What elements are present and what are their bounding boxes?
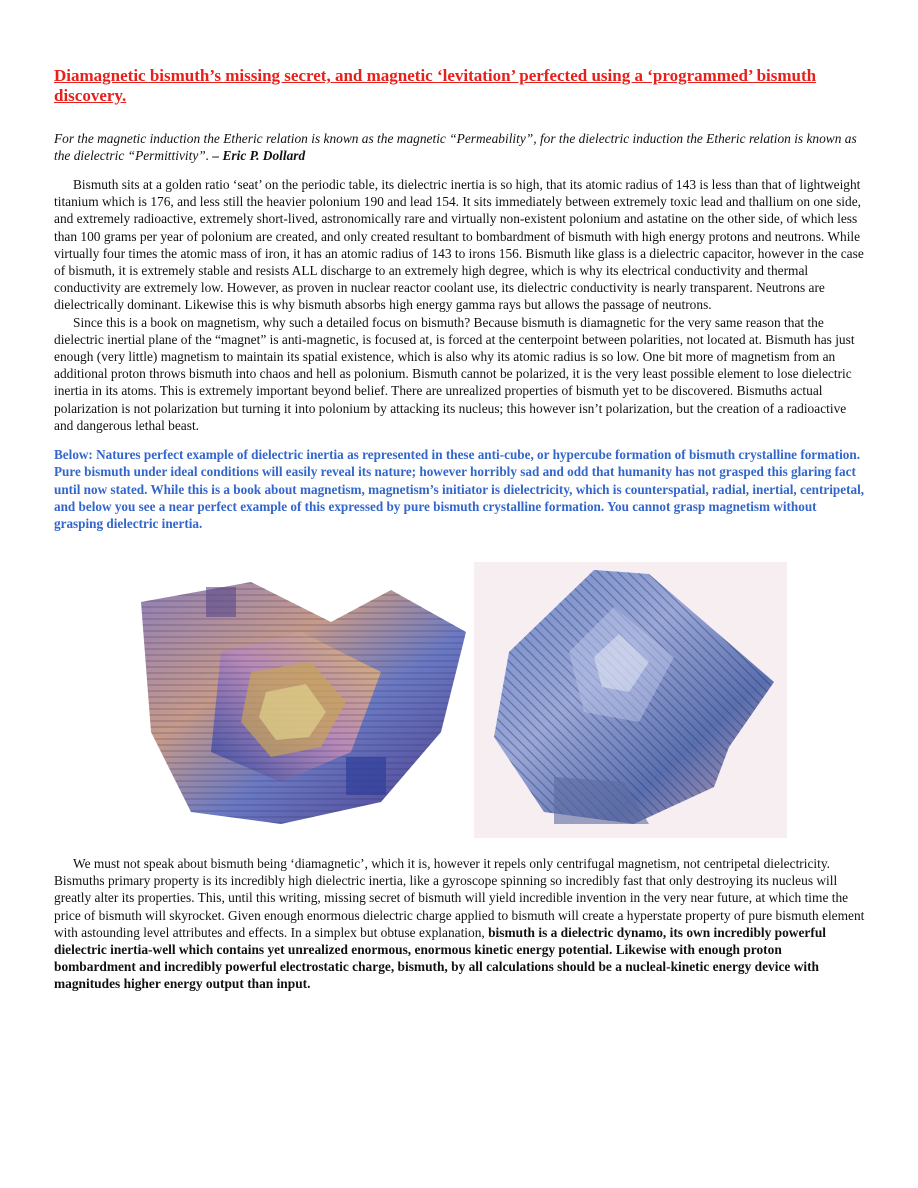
closing-bold-text: bismuth is a dielectric dynamo, its own incredibly powerful dielectric inertia-well which contains yet unrealized enormous, enormous kinetic energy potential. Likewise with enough proton bombardment and incredibly powerful electrostatic charge, bismuth, by all calculations should be a nucleal-kinetic energy device with magnitudes higher energy output than input. — [54, 924, 826, 992]
closing-text: We must not speak about bismuth being ‘diamagnetic’, which it is, however it repels only centrifugal magnetism, not centripetal dielectricity. Bismuths primary property is its incredibly high dielectric inertia, like a gyroscope spinning so incredibly fast that only destroying its nucleus will greatly alter its properties. This, until this writing, missing secret of bismuth will yield incredible invention in the very near future, at which time the price of bismuth will skyrocket. Given enough enormous dielectric charge applied to bismuth will create a hyperstate property of pure bismuth element with astounding level attributes and effects. In a simplex but obtuse explanation, — [54, 856, 865, 940]
closing-paragraph — [54, 855, 866, 993]
epigraph-quote — [54, 130, 866, 164]
document-page — [54, 66, 866, 533]
figure-caption: Below: Natures perfect example of dielectric inertia as represented in these anti-cube, or hypercube formation of bismuth crystalline formation. Pure bismuth under ideal conditions will easily reveal its nature; however horribly sad and odd that humanity has not grasped this glaring fact until now stated. While this is a book about magnetism, magnetism’s initiator is dielectricity, which is counterspatial, radial, inertial, centripetal, and below you see a near perfect example of this expressed by pure bismuth crystalline formation. You cannot grasp magnetism without grasping dielectric inertia. — [54, 447, 865, 532]
quote-author: – Eric P. Dollard — [209, 148, 306, 163]
closing-paragraph-container — [54, 855, 866, 993]
page-title: Diamagnetic bismuth’s missing secret, and magnetic ‘levitation’ perfected using a ‘programmed’ bismuth discovery. — [54, 66, 817, 105]
body-paragraph-2: Since this is a book on magnetism, why such a detailed focus on bismuth? Because bismuth is diamagnetic for the very same reason that the dielectric inertial plane of the “magnet” is anti-magnetic, is focused at, is forced at the centerpoint between polarities, not located at. Bismuth has just enough (very little) magnetism to maintain its spatial existence, which is also why its atomic radius is so low. One bit more of magnetism from an additional proton throws bismuth into chaos and hell as polonium. Bismuth cannot be polarized, it is the very least possible element to lose dielectric inertia in its atoms. This is extremely important beyond belief. There are unrealized properties of bismuth yet to be discovered. Bismuths actual polarization is not polarization but turning it into polonium by attacking its nucleus; this however isn’t polarization, but the creation of a radioactive and dangerous lethal beast. — [54, 314, 855, 433]
quote-text: For the magnetic induction the Etheric relation is known as the magnetic “Permeability”, for the dielectric induction the Etheric relation is known as the dielectric “Permittivity”. — [54, 131, 857, 163]
bismuth-crystal-photo-right — [474, 562, 787, 838]
body-paragraph-1: Bismuth sits at a golden ratio ‘seat’ on the periodic table, its dielectric inertia is so high, that its atomic radius of 143 is less than that of lightweight titanium which is 176, and less still the heavier polonium 190 and lead 154. It sits immediately between extremely toxic lead and thallium on one side, and extremely radioactive, extremely short-lived, astronomically rare and virtually non-existent polonium and astatine on the other side, of which less than 100 grams per year of polonium are created, and only created resultant to bombardment of bismuth with high energy protons and neutrons. While virtually four times the atomic mass of iron, it has an atomic radius of 143 to irons 156. Bismuth like glass is a dielectric capacitor, however in the case of bismuth, it is extremely stable and resists ALL discharge to an extremely high degree, which is why its electrical conductivity and thermal conductivity are extremely low. However, as proven in nuclear reactor coolant use, its dielectric conductivity is nearly transparent. Neutrons are dielectrically dominant. Likewise this is why bismuth absorbs high energy gamma rays but allows the passage of neutrons. — [54, 177, 864, 313]
bismuth-crystal-photo-left — [131, 562, 474, 838]
bismuth-crystal-photos — [131, 562, 787, 838]
